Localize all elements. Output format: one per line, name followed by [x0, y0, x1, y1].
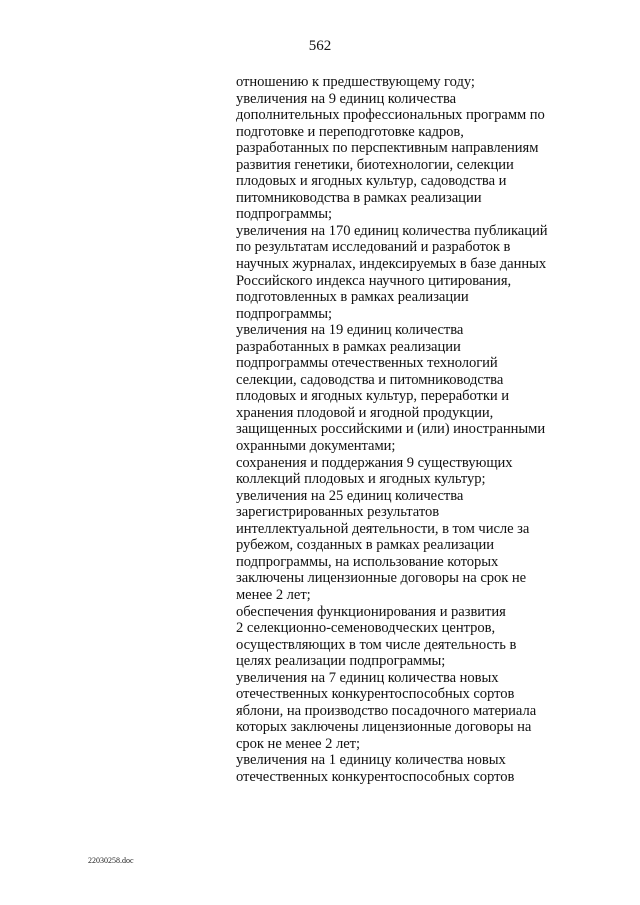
text-line: которых заключены лицензионные договоры на	[236, 719, 532, 736]
text-line: селекции, садоводства и питомниководства	[236, 371, 504, 388]
text-line: подготовленных в рамках реализации	[236, 289, 469, 306]
text-line: яблони, на производство посадочного материала	[236, 702, 537, 719]
footer-filename: 22030258.doc	[88, 856, 134, 865]
text-line: плодовых и ягодных культур, переработки и	[236, 388, 510, 405]
text-line: охранными документами;	[236, 438, 396, 455]
text-line: увеличения на 9 единиц количества	[236, 90, 457, 107]
text-line: срок не менее 2 лет;	[236, 735, 361, 752]
text-line: увеличения на 19 единиц количества	[236, 322, 464, 339]
text-line: подпрограммы;	[236, 206, 332, 223]
text-line: увеличения на 7 единиц количества новых	[236, 669, 499, 686]
text-line: дополнительных профессиональных программ по	[236, 107, 545, 124]
text-line: целях реализации подпрограммы;	[236, 653, 446, 670]
text-line: интеллектуальной деятельности, в том числе за	[236, 520, 530, 537]
page-number: 562	[308, 38, 332, 54]
text-line: разработанных в рамках реализации	[236, 338, 461, 355]
text-line: 2 селекционно-семеноводческих центров,	[236, 620, 496, 637]
body-text	[236, 74, 566, 786]
text-line: зарегистрированных результатов	[236, 504, 440, 521]
text-line: подпрограммы, на использование которых	[236, 553, 499, 570]
text-line: Российского индекса научного цитирования,	[236, 272, 512, 289]
text-line: научных журналах, индексируемых в базе данных	[236, 256, 547, 273]
text-line: отечественных конкурентоспособных сортов	[236, 686, 515, 703]
text-line: сохранения и поддержания 9 существующих	[236, 454, 513, 471]
text-line: увеличения на 1 единицу количества новых	[236, 752, 506, 769]
text-line: защищенных российскими и (или) иностранными	[236, 421, 546, 438]
text-line: подпрограммы;	[236, 305, 332, 322]
text-line: увеличения на 170 единиц количества публикаций	[236, 222, 548, 239]
text-line: увеличения на 25 единиц количества	[236, 487, 464, 504]
text-line: заключены лицензионные договоры на срок не	[236, 570, 527, 587]
text-line: отношению к предшествующему году;	[236, 74, 475, 90]
text-line: развития генетики, биотехнологии, селекции	[236, 156, 514, 173]
text-line: отечественных конкурентоспособных сортов	[236, 768, 515, 785]
text-line: обеспечения функционирования и развития	[236, 603, 506, 620]
text-line: подготовке и переподготовке кадров,	[236, 123, 464, 140]
text-line: по результатам исследований и разработок в	[236, 239, 511, 256]
text-line: осуществляющих в том числе деятельность в	[236, 636, 517, 653]
text-line: подпрограммы отечественных технологий	[236, 355, 498, 372]
text-line: хранения плодовой и ягодной продукции,	[236, 404, 494, 421]
text-line: плодовых и ягодных культур, садоводства и	[236, 173, 507, 190]
text-line: рубежом, созданных в рамках реализации	[236, 537, 495, 554]
text-line: разработанных по перспективным направлениям	[236, 140, 539, 157]
text-line: менее 2 лет;	[236, 586, 311, 603]
text-line: питомниководства в рамках реализации	[236, 189, 482, 206]
text-line: коллекций плодовых и ягодных культур;	[236, 471, 486, 488]
